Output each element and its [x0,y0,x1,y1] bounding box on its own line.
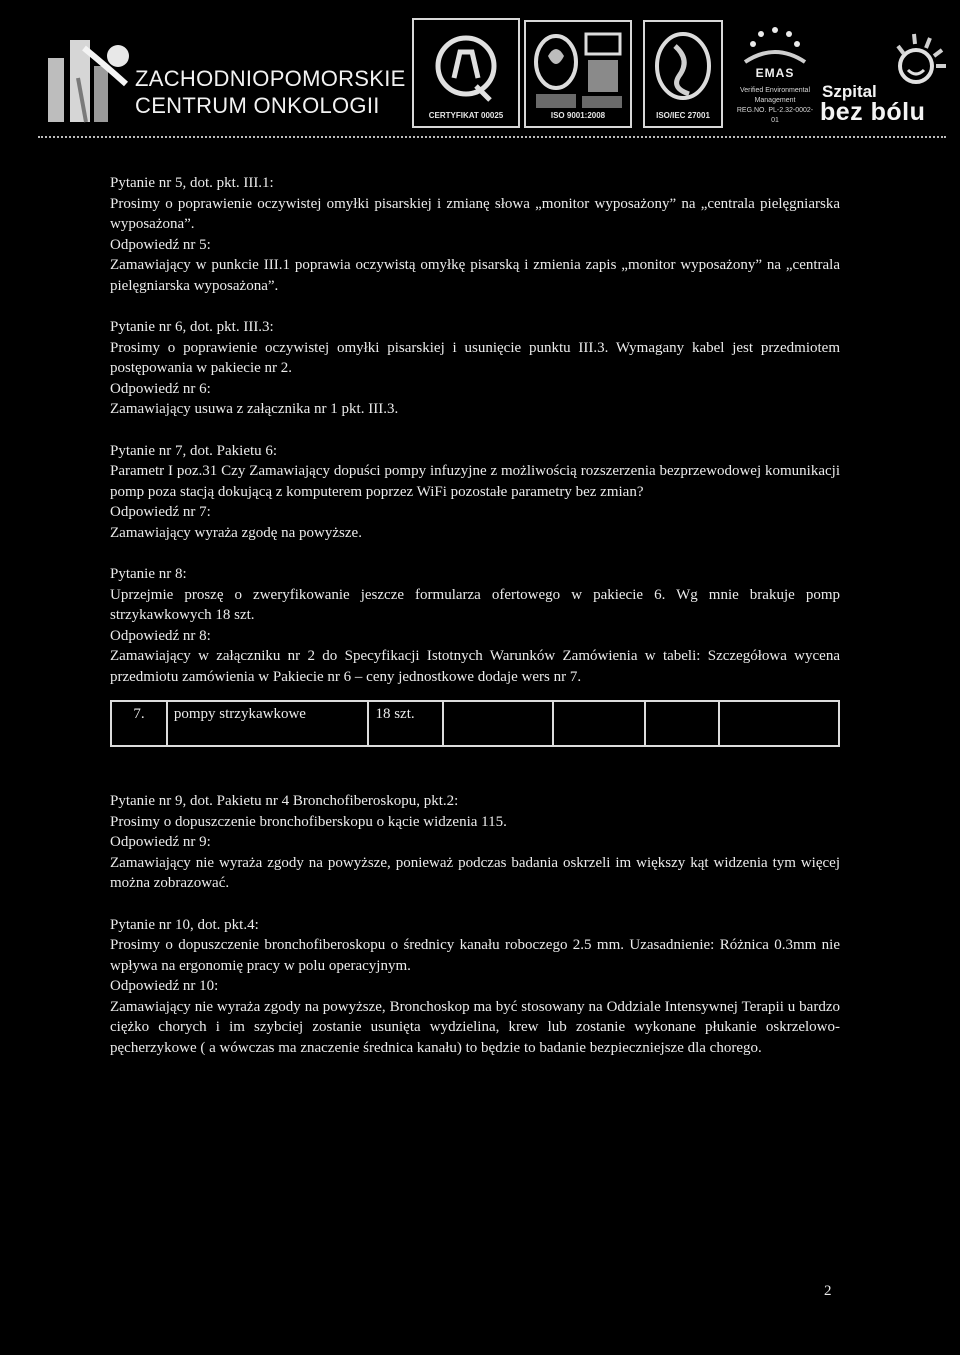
answer-title: Odpowiedź nr 9: [110,834,211,850]
qa-block [110,317,840,420]
answer-title: Odpowiedź nr 7: [110,504,211,520]
emas-title: EMAS [755,66,795,80]
answer-text: Zamawiający w załączniku nr 2 do Specyfikacji Istotnych Warunków Zamówienia w tabeli: Szczegółowa wycena przedmiotu zamówienia w Pakiecie nr 6 – ceny jednostkowe dodaje wers nr 7. [110,648,840,685]
emas-detail-line: Management [754,97,796,104]
table-cell [443,701,553,746]
slogan-line1: Szpital [822,82,877,101]
emas-detail-line: REG.NO. PL-2.32-0002-01 [736,107,814,124]
qa-block [110,441,840,544]
qa-block [110,564,840,687]
question-title: Pytanie nr 9, dot. Pakietu nr 4 Bronchofiberoskopu, pkt.2: [110,793,459,809]
price-table [110,700,840,747]
answer-title: Odpowiedź nr 10: [110,978,219,994]
table-row [111,701,839,746]
certificate-label: CERTYFIKAT 00025 [428,111,504,120]
slogan-line2: bez bólu [820,98,926,126]
smiling-sun-icon [818,30,948,90]
emas-details [735,86,815,126]
question-text: Prosimy o poprawienie oczywistej omyłki pisarskiej i zmianę słowa „monitor wyposażony” na „centrala pielęgniarska wyposażona”. [110,195,840,232]
question-text: Uprzejmie proszę o zweryfikowanie jeszcze formularza ofertowego w pakiecie 6. Wg mnie brakuje pomp strzykawkowych 18 szt. [110,586,840,623]
answer-title: Odpowiedź nr 6: [110,380,211,397]
table-cell [719,701,839,746]
question-title: Pytanie nr 8: [110,566,187,582]
certificate-badge-iso [524,20,632,128]
page-number: 2 [824,1283,832,1299]
table-cell-no: 7. [111,701,167,746]
organization-name-line2: CENTRUM ONKOLOGII [135,93,380,118]
question-text: Prosimy o poprawienie oczywistej omyłki pisarskiej i usunięcie punktu III.3. Wymagany kabel jest przedmiotem postępowania w pakiecie nr 2. [110,339,840,376]
header-divider [38,136,946,138]
answer-title: Odpowiedź nr 5: [110,236,211,253]
question-title: Pytanie nr 5, dot. pkt. III.1: [110,175,274,191]
emas-badge [735,22,815,126]
answer-text: Zamawiający usuwa z załącznika nr 1 pkt. III.3. [110,401,399,417]
letterhead [0,0,960,140]
table-cell [645,701,720,746]
emas-detail-line: Verified Environmental [739,87,811,94]
organization-name-line1: ZACHODNIOPOMORSKIE [135,66,406,91]
certificate-badge-quality [412,18,520,128]
question-title: Pytanie nr 7, dot. Pakietu 6: [110,442,278,459]
question-text: Prosimy o dopuszczenie bronchofiberskopu o kącie widzenia 115. [110,813,507,830]
answer-title: Odpowiedź nr 8: [110,627,211,644]
answer-text: Zamawiający nie wyraża zgody na powyższe, ponieważ podczas badania oskrzeli im większy kąt widzenia tym więcej można zobrazować. [110,854,840,891]
answer-text: Zamawiający wyraża zgodę na powyższe. [110,524,362,541]
painless-hospital-logo [818,30,948,125]
document-body [110,173,840,1079]
qa-block [110,915,840,1059]
certificate-badge-security [643,20,723,128]
oncology-center-logo-icon [40,18,135,128]
question-title: Pytanie nr 6, dot. pkt. III.3: [110,319,274,335]
answer-text: Zamawiający w punkcie III.1 poprawia oczywistą omyłkę pisarską i zmienia zapis „monitor wyposażony” na „centrala pielęgniarska wyposażona”. [110,257,840,294]
table-cell-name: pompy strzykawkowe [167,701,369,746]
certificate-label: ISO 9001:2008 [550,111,606,120]
question-text: Prosimy o dopuszczenie bronchofiberoskopu o średnicy kanału roboczego 2.5 mm. Uzasadnienie: Różnica 0.3mm nie wpływa na ergonomię pracy w polu operacyjnym. [110,937,840,974]
certificate-label: ISO/IEC 27001 [656,111,710,120]
table-cell [553,701,645,746]
question-text: Parametr I poz.31 Czy Zamawiający dopuści pompy infuzyjne z możliwością rozszerzenia bezprzewodowej komunikacji pomp poza stacją dokującą z komputerem poprzez WiFi pozostałe parametry bez zmian? [110,463,840,500]
answer-text: Zamawiający nie wyraża zgody na powyższe, Bronchoskop ma być stosowany na Oddziale Intensywnej Terapii u bardzo ciężko chorych i im szybciej zostanie usunięta wydzielina, krew lub zostanie wykonane płukanie oskrzelowo-pęcherzykowe ( a wówczas ma znaczenie średnica kanału) to będzie to badanie bezpieczniejsze dla chorego. [110,998,840,1056]
qa-block [110,173,840,296]
question-title: Pytanie nr 10, dot. pkt.4: [110,916,259,933]
qa-block [110,791,840,894]
eu-stars-icon [735,22,815,66]
organization-name [135,65,406,119]
table-cell-qty: 18 szt. [368,701,443,746]
